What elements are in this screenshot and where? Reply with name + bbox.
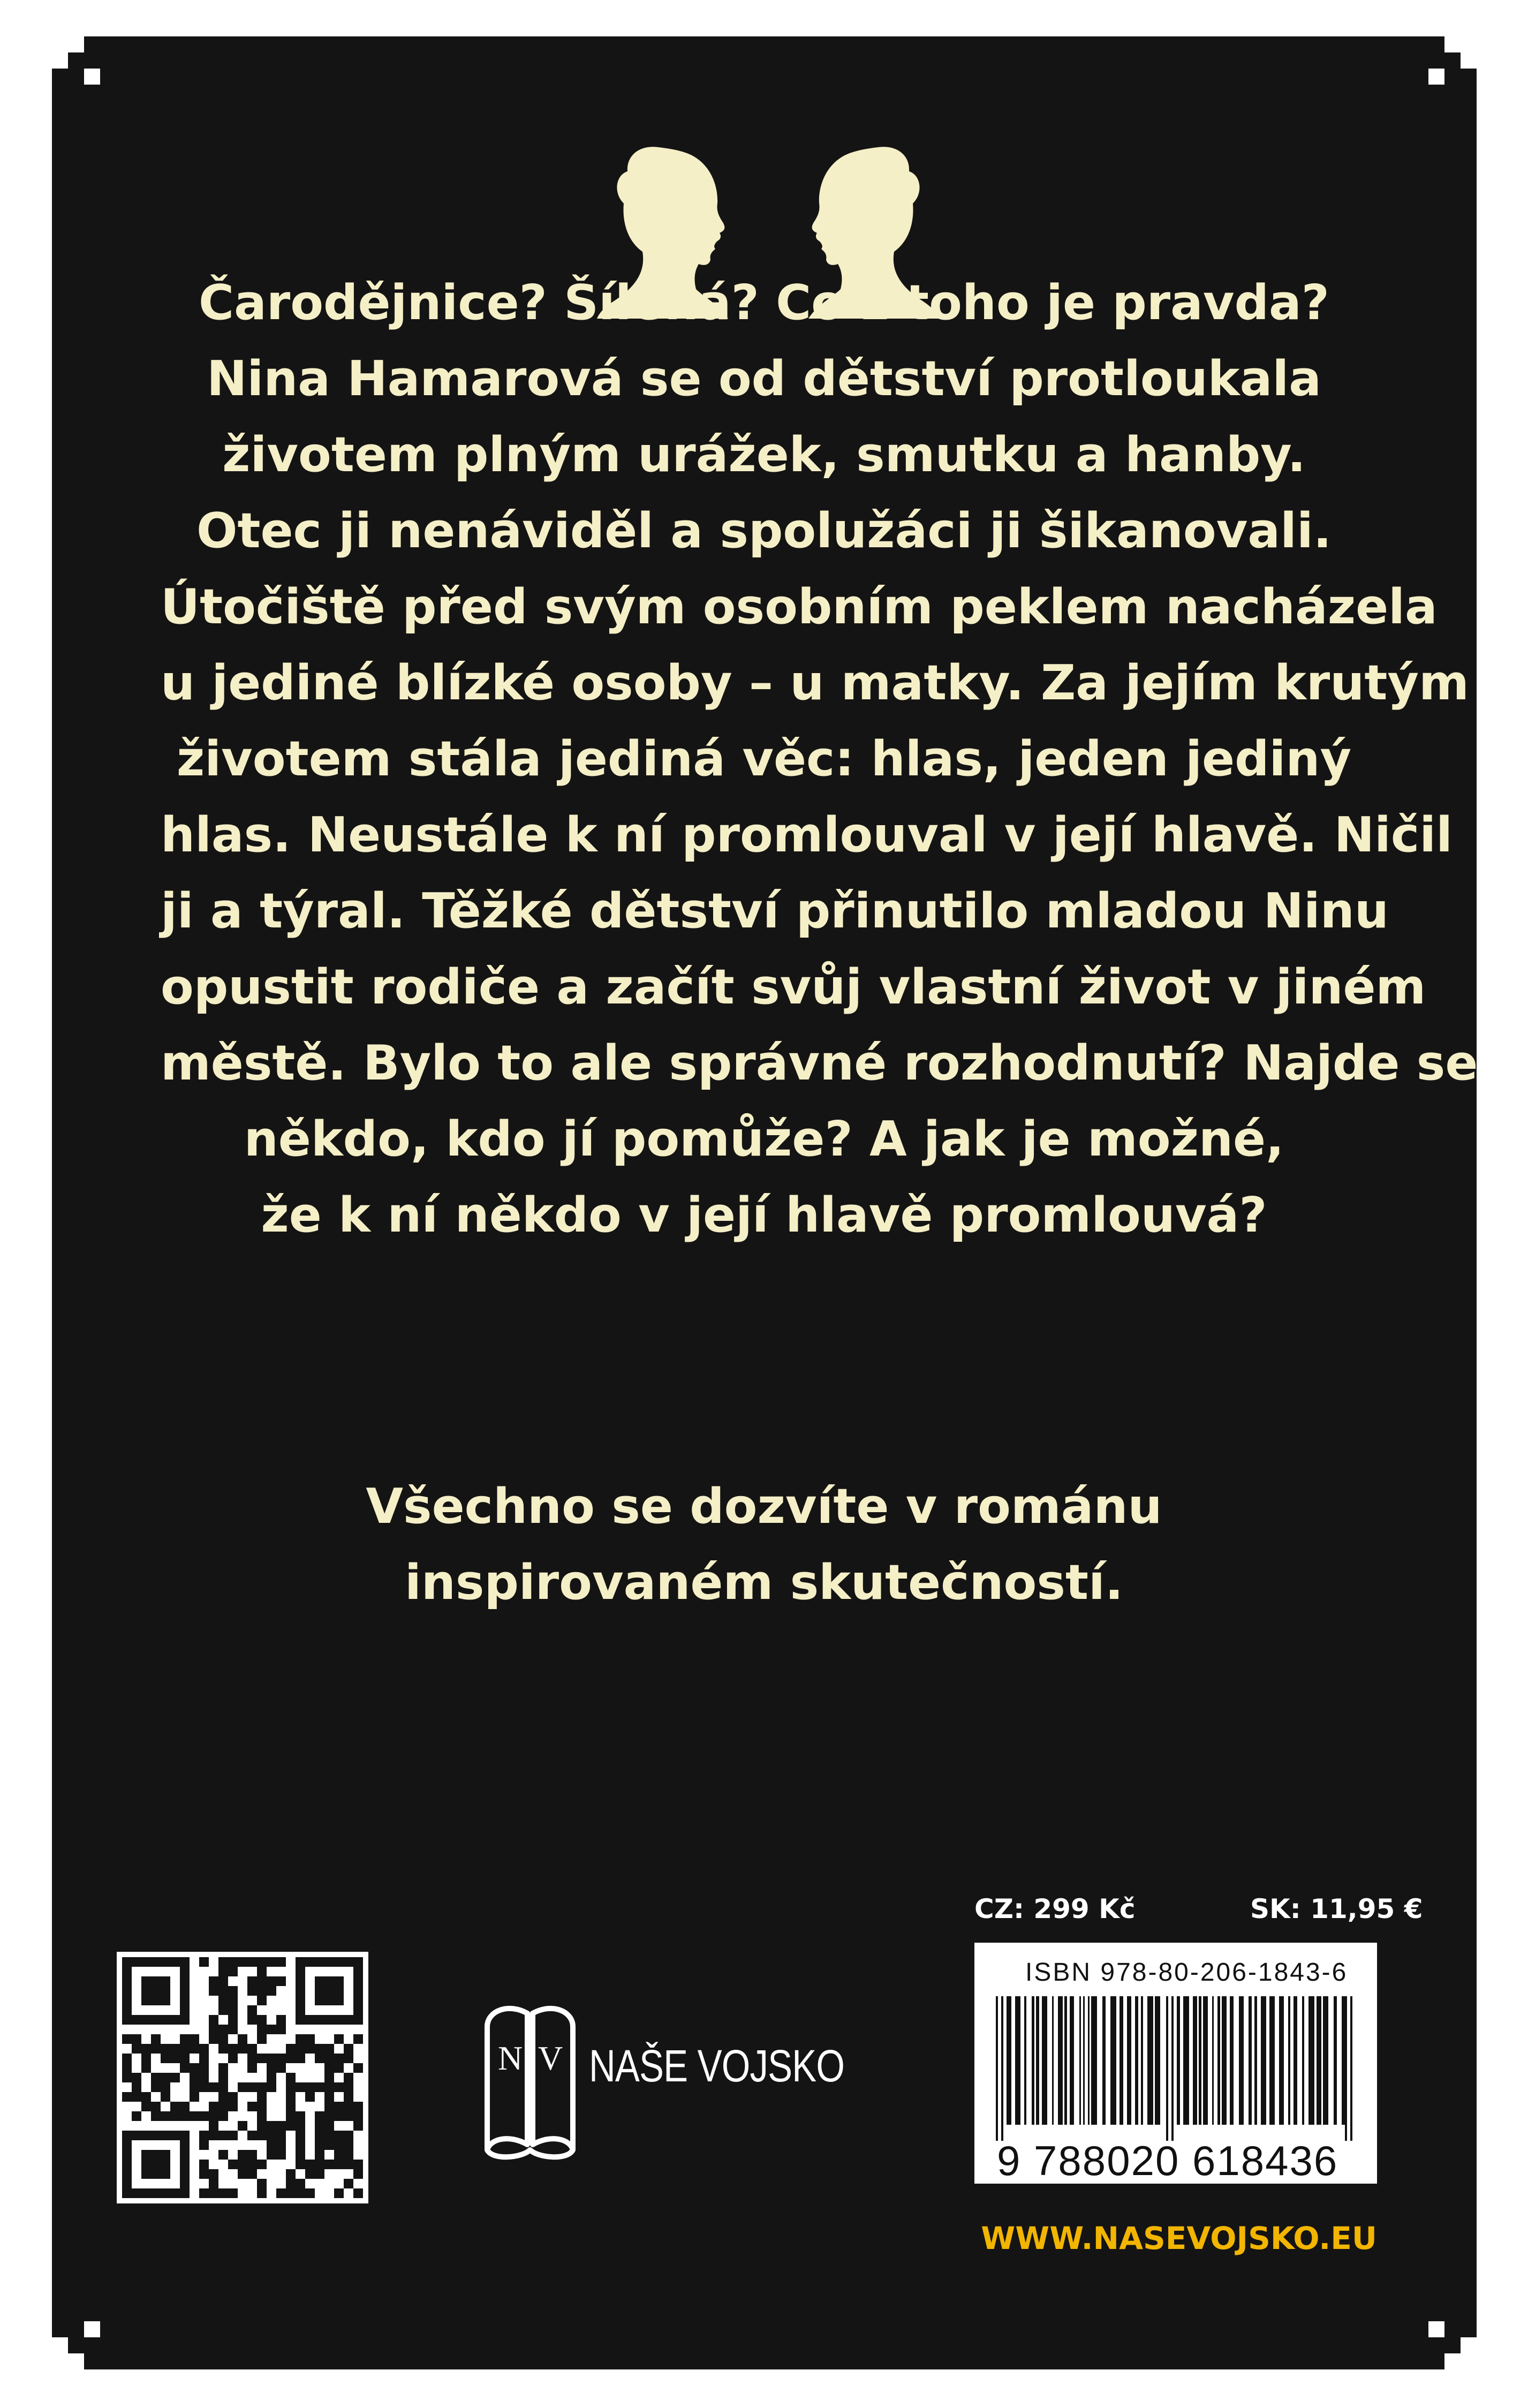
blurb-line: opustit rodiče a začít svůj vlastní život v jiném xyxy=(161,959,1426,1015)
corner-pixel-bottom-left-2 xyxy=(84,2321,100,2337)
blurb-line: u jediné blízké osoby – u matky. Za jejím krutým xyxy=(161,655,1469,711)
isbn-text: ISBN 978-80-206-1843-6 xyxy=(1025,1958,1348,1987)
book-nv-logo-icon xyxy=(476,1989,584,2166)
svg-text:N: N xyxy=(498,2039,523,2077)
corner-pixel-top-right xyxy=(1444,52,1461,69)
blurb-paragraph-1 xyxy=(161,265,1478,1254)
qr-code[interactable] xyxy=(117,1952,368,2203)
blurb-line: městě. Bylo to ale správné rozhodnutí? Najde se xyxy=(161,1035,1478,1091)
publisher-name: NAŠE VOJSKO xyxy=(589,2041,845,2091)
blurb-line: Útočiště před svým osobním peklem nacházela xyxy=(161,579,1438,635)
blurb-line: Čarodějnice? Šílená? Co z toho je pravda? xyxy=(199,275,1329,331)
corner-pixel-bottom-right xyxy=(1444,2337,1461,2353)
qr-code-icon xyxy=(117,1952,368,2203)
blurb-line: ji a týral. Těžké dětství přinutilo mladou Ninu xyxy=(161,883,1389,939)
price-cz: CZ: 299 Kč xyxy=(974,1893,1136,1924)
ean-barcode-icon xyxy=(985,1996,1366,2141)
barcode-label xyxy=(974,1943,1377,2184)
blurb-line: inspirovaném skutečností. xyxy=(404,1554,1124,1611)
publisher-logo xyxy=(476,1989,883,2166)
blurb-line: že k ní někdo v její hlavě promlouvá? xyxy=(261,1187,1267,1243)
blurb-line: životem stála jediná věc: hlas, jeden jediný xyxy=(176,731,1352,787)
corner-pixel-bottom-left xyxy=(68,2337,84,2353)
blurb-line: Otec ji nenáviděl a spolužáci ji šikanovali. xyxy=(196,503,1332,559)
price-sk: SK: 11,95 € xyxy=(1250,1893,1423,1924)
publisher-website[interactable]: WWW.NASEVOJSKO.EU xyxy=(981,2220,1377,2256)
corner-pixel-bottom-right-2 xyxy=(1428,2321,1444,2337)
blurb-line: Všechno se dozvíte v románu xyxy=(366,1478,1162,1535)
corner-pixel-top-left-2 xyxy=(84,69,100,85)
blurb-line: někdo, kdo jí pomůže? A jak je možné, xyxy=(244,1111,1284,1167)
blurb-line: hlas. Neustále k ní promlouval v její hlavě. Ničil xyxy=(161,807,1453,863)
corner-pixel-top-left xyxy=(68,52,84,69)
ean-digits: 9 788020 618436 xyxy=(997,2137,1338,2184)
blurb-paragraph-2 xyxy=(161,1469,1367,1621)
blurb-line: Nina Hamarová se od dětství protloukala xyxy=(207,351,1321,407)
blurb-line: životem plným urážek, smutku a hanby. xyxy=(222,427,1306,483)
corner-pixel-top-right-2 xyxy=(1428,69,1444,85)
svg-text:V: V xyxy=(538,2039,563,2077)
